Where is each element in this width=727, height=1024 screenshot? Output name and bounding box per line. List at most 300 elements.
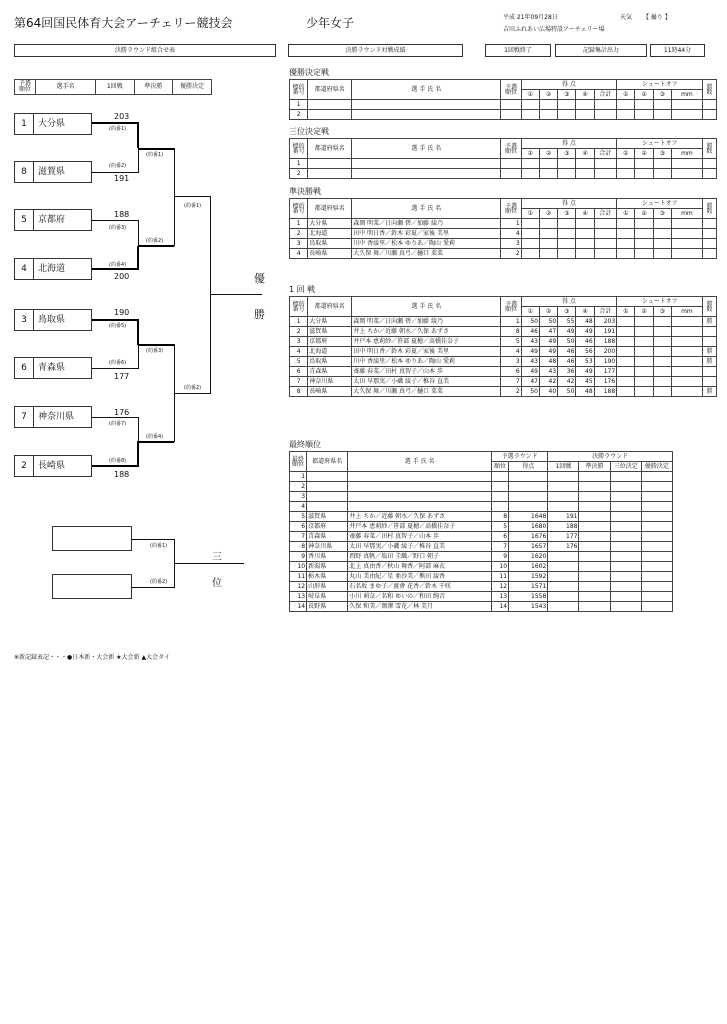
- col-qual-pts: 得点: [509, 462, 548, 472]
- cell-sf: [579, 582, 610, 592]
- col-final-round: 決勝ラウンド: [548, 452, 673, 462]
- cell-so: [653, 367, 671, 377]
- cell-so: [617, 219, 635, 229]
- team-name: 京都府: [38, 215, 66, 225]
- table-row: [290, 542, 673, 552]
- cell-end: [521, 159, 539, 169]
- cell-rank: 13: [290, 592, 307, 602]
- event-title: 第64回国民体育大会アーチェリー競技会: [14, 16, 233, 30]
- cell-end: 50: [521, 387, 539, 397]
- cell-target: 3: [290, 239, 308, 249]
- cell-so: [671, 387, 702, 397]
- cell-qual-pts: 1558: [509, 592, 548, 602]
- bracket-score: 191: [114, 174, 130, 183]
- bracket-col-final: 優勝決定: [173, 80, 212, 95]
- results-title: 決勝ラウンド対戦成績: [288, 44, 463, 57]
- col-win: 勝 敗: [702, 199, 716, 219]
- cell-player: 田中 明日香／鈴木 彩夏／家後 美里: [352, 347, 501, 357]
- table-row: [290, 522, 673, 532]
- third-label-1: 三: [212, 552, 222, 563]
- team-seed: 8: [15, 162, 34, 182]
- record-output-button[interactable]: 記録集計出力: [555, 44, 647, 57]
- cell-rank: 8: [290, 542, 307, 552]
- cell-so: [653, 219, 671, 229]
- target-label: (的番1): [184, 203, 202, 209]
- bracket-line: [138, 245, 174, 247]
- cell-sf: [579, 512, 610, 522]
- team-name: 滋賀県: [38, 167, 66, 177]
- col-win: 勝 敗: [702, 297, 716, 317]
- cell-r1: 188: [548, 522, 579, 532]
- cell-pref: 新潟県: [307, 562, 348, 572]
- cell-third: [610, 482, 641, 492]
- cell-end: 56: [576, 347, 594, 357]
- cell-so: [653, 347, 671, 357]
- cell-end: 50: [558, 387, 576, 397]
- cell-end: 49: [539, 347, 557, 357]
- bracket-line: [138, 345, 139, 369]
- table-row: [290, 552, 673, 562]
- cell-end: [558, 100, 576, 110]
- cell-qual-pts: 1543: [509, 602, 548, 612]
- cell-so: [617, 387, 635, 397]
- cell-total: [594, 249, 617, 259]
- target-label: (的番8): [109, 458, 127, 464]
- bracket-line: [137, 122, 139, 148]
- cell-so: [635, 357, 653, 367]
- cell-player: [348, 482, 492, 492]
- cell-qual-rank: 10: [492, 562, 509, 572]
- cell-so: [635, 169, 653, 179]
- cell-total: 188: [594, 337, 617, 347]
- cell-pref: 神奈川県: [307, 542, 348, 552]
- cell-so: [653, 100, 671, 110]
- cell-so: [617, 249, 635, 259]
- col-end: ④: [576, 149, 594, 159]
- cell-rank: 9: [290, 552, 307, 562]
- cell-so: [635, 239, 653, 249]
- col-shootoff: シュートオフ: [617, 80, 703, 90]
- cell-total: [594, 169, 617, 179]
- bracket-team-4: [14, 258, 92, 280]
- bracket-score: 188: [114, 210, 130, 219]
- cell-so: [635, 110, 653, 120]
- cell-player: 井戸本 恵莉紗／笹部 夏穂／髙橋佳奈子: [348, 522, 492, 532]
- cell-end: [558, 239, 576, 249]
- round-status: 1回戦終了: [485, 44, 551, 57]
- cell-end: [576, 229, 594, 239]
- col-seed: 予選 順位: [501, 199, 521, 219]
- cell-qual-pts: [509, 502, 548, 512]
- col-points: 得 点: [521, 139, 616, 149]
- bracket-line: [138, 148, 174, 150]
- table-row: [290, 472, 673, 482]
- cell-pref: 鳥取県: [308, 357, 352, 367]
- cell-win: 勝: [702, 357, 716, 367]
- cell-r1: 191: [548, 512, 579, 522]
- bracket-col-seed: 予選 順位: [15, 80, 36, 95]
- cell-pref: 長野県: [307, 602, 348, 612]
- cell-so: [671, 229, 702, 239]
- table-row: [290, 562, 673, 572]
- cell-sf: [579, 492, 610, 502]
- cell-win: [702, 377, 716, 387]
- table-row: [290, 502, 673, 512]
- cell-r1: [548, 592, 579, 602]
- cell-sf: [579, 572, 610, 582]
- cell-so: [635, 100, 653, 110]
- cell-player: 森岡 明菜／日向瀬 碧／加藤 綾乃: [352, 317, 501, 327]
- target-label: (的番3): [146, 348, 164, 354]
- round1-match-table: [289, 296, 717, 397]
- cell-end: [558, 219, 576, 229]
- bracket-line: [138, 344, 174, 346]
- weather-label: 天気: [620, 14, 633, 21]
- cell-player: 西野 真帆／塩田 圭織／野口 朝子: [348, 552, 492, 562]
- cell-so: [671, 327, 702, 337]
- cell-end: 40: [539, 387, 557, 397]
- col-end: ①: [521, 149, 539, 159]
- cell-end: [576, 100, 594, 110]
- bracket-panel-title: 決勝ラウンド組合せ表: [14, 44, 276, 57]
- cell-so: [635, 337, 653, 347]
- bracket-line: [92, 122, 138, 124]
- cell-so: [617, 100, 635, 110]
- cell-so: [671, 239, 702, 249]
- col-seed: 予選 順位: [501, 139, 521, 159]
- col-player: 選 手 氏 名: [352, 297, 501, 317]
- col-end: ①: [521, 209, 539, 219]
- cell-rank: 10: [290, 562, 307, 572]
- cell-pref: 山形県: [307, 582, 348, 592]
- cell-qual-rank: [492, 492, 509, 502]
- bracket-score: 190: [114, 308, 130, 317]
- cell-so: [635, 159, 653, 169]
- cell-target: 8: [290, 387, 308, 397]
- cell-end: [576, 159, 594, 169]
- cell-third: [610, 552, 641, 562]
- cell-end: [521, 169, 539, 179]
- cell-end: [521, 100, 539, 110]
- bracket-team-8: [14, 161, 92, 183]
- cell-pref: 青森県: [308, 367, 352, 377]
- cell-target: 1: [290, 159, 308, 169]
- cell-qual-rank: [492, 482, 509, 492]
- cell-qual-rank: 8: [492, 512, 509, 522]
- col-end: ①: [521, 90, 539, 100]
- cell-end: [576, 239, 594, 249]
- cell-pref: [307, 472, 348, 482]
- cell-pref: [308, 110, 352, 120]
- cell-champ: [641, 582, 672, 592]
- cell-so: [635, 347, 653, 357]
- cell-seed: 1: [501, 317, 521, 327]
- bracket-team-6: [14, 357, 92, 379]
- cell-champ: [641, 572, 672, 582]
- col-total: 合計: [594, 209, 617, 219]
- cell-end: 46: [558, 357, 576, 367]
- cell-third: [610, 492, 641, 502]
- cell-win: [702, 159, 716, 169]
- cell-so: [653, 317, 671, 327]
- table-row: [290, 327, 717, 337]
- col-pref: 都道府県名: [308, 199, 352, 219]
- table-row: [290, 377, 717, 387]
- cell-sf: [579, 602, 610, 612]
- col-so: ②: [635, 209, 653, 219]
- cell-qual-pts: [509, 482, 548, 492]
- cell-end: [558, 229, 576, 239]
- cell-qual-pts: [509, 492, 548, 502]
- cell-rank: 6: [290, 522, 307, 532]
- cell-target: 4: [290, 249, 308, 259]
- cell-third: [610, 532, 641, 542]
- col-end: ④: [576, 90, 594, 100]
- cell-target: 1: [290, 100, 308, 110]
- cell-end: [539, 229, 557, 239]
- section-final: 優勝決定戦: [289, 68, 329, 77]
- cell-player: 太田 早那実／小磯 綾子／椎谷 直美: [352, 377, 501, 387]
- team-name: 鳥取県: [38, 315, 66, 325]
- cell-rank: 14: [290, 602, 307, 612]
- cell-end: [539, 110, 557, 120]
- cell-end: 46: [521, 327, 539, 337]
- third-label-2: 位: [212, 578, 222, 589]
- col-sf: 準決勝: [579, 462, 610, 472]
- target-label: (的番7): [109, 421, 127, 427]
- ranking-table: [289, 451, 673, 612]
- col-mm: mm: [671, 149, 702, 159]
- cell-so: [617, 327, 635, 337]
- cell-player: 丸山 美由紀／星 亜沙美／熊田 綾香: [348, 572, 492, 582]
- cell-third: [610, 602, 641, 612]
- team-seed: 4: [15, 259, 34, 279]
- cell-so: [635, 229, 653, 239]
- cell-total: 190: [594, 357, 617, 367]
- final-label-1: 優: [254, 272, 265, 285]
- section-semi: 準決勝戦: [289, 187, 321, 196]
- col-target: 標的 番号: [290, 199, 308, 219]
- cell-champ: [641, 492, 672, 502]
- cell-end: 48: [539, 357, 557, 367]
- cell-sf: [579, 522, 610, 532]
- col-target: 標的 番号: [290, 297, 308, 317]
- table-row: [290, 602, 673, 612]
- cell-pref: 京都府: [308, 337, 352, 347]
- cell-r1: [548, 572, 579, 582]
- cell-qual-pts: 1592: [509, 572, 548, 582]
- cell-total: [594, 239, 617, 249]
- cell-qual-rank: 6: [492, 532, 509, 542]
- table-row: [290, 492, 673, 502]
- bracket-team-1: [14, 113, 92, 135]
- cell-seed: 3: [501, 239, 521, 249]
- cell-target: 2: [290, 169, 308, 179]
- col-rank: 最終 順位: [290, 452, 307, 472]
- cell-pref: 青森県: [307, 532, 348, 542]
- table-row: [290, 100, 717, 110]
- team-name: 長崎県: [38, 461, 66, 471]
- cell-so: [617, 239, 635, 249]
- bracket-line: [137, 441, 139, 467]
- table-row: [290, 357, 717, 367]
- table-row: [290, 169, 717, 179]
- cell-end: [539, 159, 557, 169]
- col-pref: 都道府県名: [308, 297, 352, 317]
- cell-target: 2: [290, 327, 308, 337]
- semi-match-table: [289, 198, 717, 259]
- bracket-col-sf: 準決勝: [134, 80, 173, 95]
- col-end: ④: [576, 209, 594, 219]
- cell-end: 50: [521, 317, 539, 327]
- cell-qual-pts: 1676: [509, 532, 548, 542]
- cell-pref: [307, 502, 348, 512]
- cell-player: 北上 真由香／秋山 舞香／阿部 麻衣: [348, 562, 492, 572]
- cell-so: [617, 229, 635, 239]
- col-qual-rank: 順位: [492, 462, 509, 472]
- cell-total: 176: [594, 377, 617, 387]
- cell-end: 42: [558, 377, 576, 387]
- cell-player: [348, 472, 492, 482]
- cell-end: [558, 159, 576, 169]
- cell-player: [352, 110, 501, 120]
- table-row: [290, 572, 673, 582]
- cell-win: [702, 327, 716, 337]
- cell-win: 勝: [702, 347, 716, 357]
- cell-player: 斎藤 春菜／田村 真智子／山本 歩: [352, 367, 501, 377]
- cell-win: [702, 110, 716, 120]
- col-player: 選 手 氏 名: [352, 139, 501, 159]
- bracket-line: [92, 319, 138, 321]
- cell-pref: 鳥取県: [308, 239, 352, 249]
- cell-rank: 12: [290, 582, 307, 592]
- bracket-team-5: [14, 209, 92, 231]
- cell-pref: 香川県: [307, 552, 348, 562]
- cell-win: [702, 100, 716, 110]
- col-points: 得 点: [521, 297, 616, 307]
- cell-sf: [579, 552, 610, 562]
- cell-rank: 2: [290, 482, 307, 492]
- cell-seed: [501, 159, 521, 169]
- cell-rank: 5: [290, 512, 307, 522]
- cell-so: [635, 219, 653, 229]
- final-match-table: [289, 79, 717, 120]
- cell-champ: [641, 602, 672, 612]
- cell-end: 42: [539, 377, 557, 387]
- cell-so: [671, 347, 702, 357]
- cell-so: [617, 159, 635, 169]
- cell-player: 井戸本 恵莉紗／笹部 夏穂／髙橋佳奈子: [352, 337, 501, 347]
- cell-end: 50: [539, 317, 557, 327]
- category-title: 少年女子: [306, 16, 355, 30]
- cell-rank: 3: [290, 492, 307, 502]
- target-label: (的番5): [109, 323, 127, 329]
- cell-so: [671, 100, 702, 110]
- target-label: (的番3): [109, 225, 127, 231]
- target-label: (的番2): [109, 163, 127, 169]
- col-mm: mm: [671, 209, 702, 219]
- cell-so: [653, 337, 671, 347]
- cell-end: 49: [539, 337, 557, 347]
- cell-total: [594, 159, 617, 169]
- col-points: 得 点: [521, 80, 616, 90]
- cell-qual-pts: 1620: [509, 552, 548, 562]
- col-pref: 都道府県名: [307, 452, 348, 472]
- col-so: ②: [635, 307, 653, 317]
- cell-target: 6: [290, 367, 308, 377]
- cell-third: [610, 472, 641, 482]
- cell-r1: [548, 502, 579, 512]
- cell-seed: 4: [501, 347, 521, 357]
- cell-seed: [501, 169, 521, 179]
- col-total: 合計: [594, 149, 617, 159]
- cell-seed: 2: [501, 387, 521, 397]
- cell-end: [539, 100, 557, 110]
- cell-so: [617, 347, 635, 357]
- cell-qual-pts: 1657: [509, 542, 548, 552]
- cell-pref: 大分県: [308, 219, 352, 229]
- cell-end: 47: [521, 377, 539, 387]
- table-row: [290, 512, 673, 522]
- team-name: 北海道: [38, 264, 66, 274]
- team-name: 青森県: [38, 363, 66, 373]
- bracket-team-3: [14, 309, 92, 331]
- cell-rank: 1: [290, 472, 307, 482]
- table-row: [290, 229, 717, 239]
- cell-so: [653, 357, 671, 367]
- cell-qual-rank: [492, 472, 509, 482]
- cell-so: [617, 357, 635, 367]
- cell-seed: 8: [501, 327, 521, 337]
- bracket-line: [92, 368, 138, 369]
- cell-win: [702, 249, 716, 259]
- bracket-col-name: 選手名: [35, 80, 95, 95]
- cell-player: [348, 492, 492, 502]
- bracket-header-table: [14, 79, 212, 95]
- cell-target: 7: [290, 377, 308, 387]
- col-so: ①: [617, 149, 635, 159]
- cell-player: [352, 100, 501, 110]
- cell-player: 川中 香綾里／松本 ゆりあ／陶山 愛莉: [352, 239, 501, 249]
- target-label: (的番4): [109, 262, 127, 268]
- cell-so: [617, 317, 635, 327]
- cell-r1: 176: [548, 542, 579, 552]
- team-name: 大分県: [38, 119, 66, 129]
- col-mm: mm: [671, 307, 702, 317]
- cell-end: 45: [576, 377, 594, 387]
- cell-qual-pts: 1571: [509, 582, 548, 592]
- cell-target: 5: [290, 357, 308, 367]
- cell-end: 53: [576, 357, 594, 367]
- cell-end: [576, 110, 594, 120]
- bracket-line: [92, 417, 138, 418]
- team-seed: 2: [15, 456, 34, 476]
- cell-player: [352, 169, 501, 179]
- cell-end: 48: [576, 317, 594, 327]
- cell-qual-rank: 14: [492, 602, 509, 612]
- bracket-line: [138, 441, 174, 443]
- col-pref: 都道府県名: [308, 80, 352, 100]
- bracket-line: [132, 539, 174, 540]
- cell-so: [671, 249, 702, 259]
- bracket-score: 188: [114, 470, 130, 479]
- cell-champ: [641, 542, 672, 552]
- cell-third: [610, 582, 641, 592]
- cell-pref: [307, 492, 348, 502]
- cell-player: [352, 159, 501, 169]
- cell-qual-rank: 11: [492, 572, 509, 582]
- table-row: [290, 159, 717, 169]
